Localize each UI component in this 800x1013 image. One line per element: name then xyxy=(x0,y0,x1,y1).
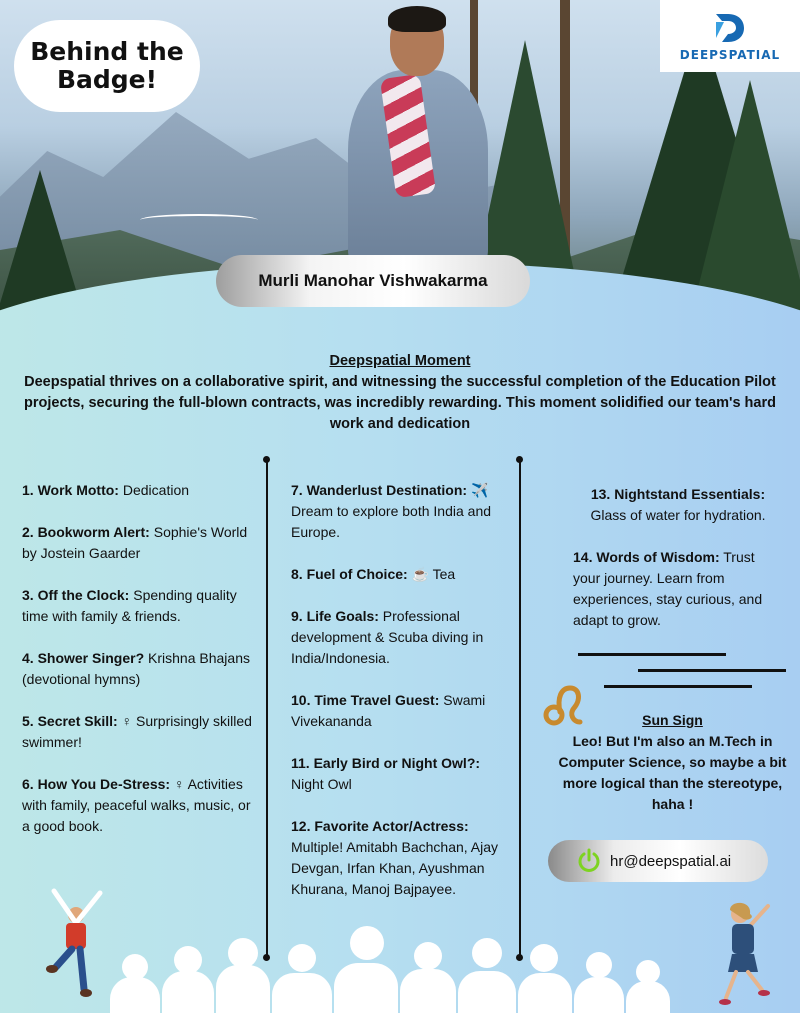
qa-answer: Spending quality time with family & friends. xyxy=(22,587,237,624)
questions-column-1 xyxy=(22,480,258,858)
qa-label: 14. Words of Wisdom: xyxy=(573,549,720,565)
qa-label: 7. Wanderlust Destination: xyxy=(291,482,468,498)
qa-answer: Night Owl xyxy=(291,776,352,792)
moment-text: Deepspatial thrives on a collaborative spirit, and witnessing the successful completion of the Education Pilot projects, securing the full-blown contracts, was incredibly rewarding. This moment solidified our team's hard work and dedication xyxy=(24,374,776,432)
qa-label: 9. Life Goals: xyxy=(291,608,379,624)
qa-label: 11. Early Bird or Night Owl?: xyxy=(291,755,481,771)
qa-label: 8. Fuel of Choice: xyxy=(291,566,408,582)
questions-column-2 xyxy=(291,480,511,921)
badge-line-2: Badge! xyxy=(56,65,158,94)
contact-email[interactable] xyxy=(548,840,768,882)
qa-answer: Sophie's World by Jostein Gaarder xyxy=(22,524,248,561)
qa-item xyxy=(291,480,511,543)
qa-item xyxy=(573,484,783,526)
questions-column-3 xyxy=(573,484,783,652)
email-text[interactable]: hr@deepspatial.ai xyxy=(610,852,732,870)
decorative-line xyxy=(638,669,786,672)
deepspatial-moment xyxy=(10,351,790,435)
qa-label: 10. Time Travel Guest: xyxy=(291,692,440,708)
decorative-swoosh xyxy=(140,214,258,226)
decorative-line xyxy=(578,653,726,656)
logo-text: DEEPSPATIAL xyxy=(679,48,781,62)
decorative-line xyxy=(604,685,752,688)
qa-item xyxy=(291,606,511,669)
qa-item xyxy=(22,774,258,837)
qa-label: 4. Shower Singer? xyxy=(22,650,145,666)
qa-item xyxy=(22,585,258,627)
qa-label: 2. Bookworm Alert: xyxy=(22,524,150,540)
qa-answer: Dedication xyxy=(118,482,190,498)
power-icon xyxy=(576,848,602,874)
person-name: Murli Manohar Vishwakarma xyxy=(258,271,488,290)
column-divider-right xyxy=(519,458,521,958)
qa-answer: Swami Vivekananda xyxy=(291,692,486,729)
qa-item xyxy=(22,711,258,753)
qa-label: 1. Work Motto: xyxy=(22,482,119,498)
deepspatial-logo xyxy=(660,0,800,72)
qa-label: 3. Off the Clock: xyxy=(22,587,130,603)
qa-item xyxy=(22,480,258,501)
qa-label: 13. Nightstand Essentials: xyxy=(590,486,766,502)
qa-answer: Glass of water for hydration. xyxy=(590,507,766,523)
qa-item xyxy=(573,547,783,631)
jumping-woman-illustration xyxy=(712,898,778,1013)
qa-item xyxy=(22,648,258,690)
qa-item xyxy=(291,816,511,900)
qa-label: 6. How You De-Stress: xyxy=(22,776,171,792)
qa-answer: Multiple! Amitabh Bachchan, Ajay Devgan, Irfan Khan, Ayushman Khurana, Manoj Bajpayee. xyxy=(291,839,499,897)
sun-sign-title: Sun Sign xyxy=(642,712,703,728)
qa-label: 5. Secret Skill: xyxy=(22,713,118,729)
qa-item xyxy=(291,690,511,732)
name-banner xyxy=(216,255,530,307)
sun-sign-text: Leo! But I'm also an M.Tech in Computer Science, so maybe a bit more logical than the stereotype, haha ! xyxy=(558,733,787,812)
qa-item xyxy=(291,564,511,585)
qa-item xyxy=(291,753,511,795)
qa-answer: ♀ Activities with family, peaceful walks, music, or a good book. xyxy=(22,776,251,834)
qa-label: 12. Favorite Actor/Actress: xyxy=(291,818,469,834)
qa-answer: ✈️ Dream to explore both India and Europe. xyxy=(291,482,492,540)
behind-the-badge-heading xyxy=(14,20,200,112)
moment-title: Deepspatial Moment xyxy=(329,353,471,369)
qa-answer: ♀ Surprisingly skilled swimmer! xyxy=(22,713,252,750)
qa-answer: Professional development & Scuba diving in India/Indonesia. xyxy=(291,608,484,666)
qa-item xyxy=(22,522,258,564)
crowd-silhouettes-illustration xyxy=(110,920,670,1013)
qa-answer: Krishna Bhajans (devotional hymns) xyxy=(22,650,250,687)
badge-line-1: Behind the xyxy=(30,37,184,66)
qa-answer: Trust your journey. Learn from experiences, stay curious, and adapt to grow. xyxy=(573,549,763,628)
person-figure xyxy=(338,10,498,270)
sun-sign-section xyxy=(555,710,790,815)
logo-d-icon xyxy=(712,10,748,46)
column-divider-left xyxy=(266,458,268,958)
qa-answer: ☕ Tea xyxy=(407,566,456,582)
jumping-man-illustration xyxy=(42,885,110,1003)
